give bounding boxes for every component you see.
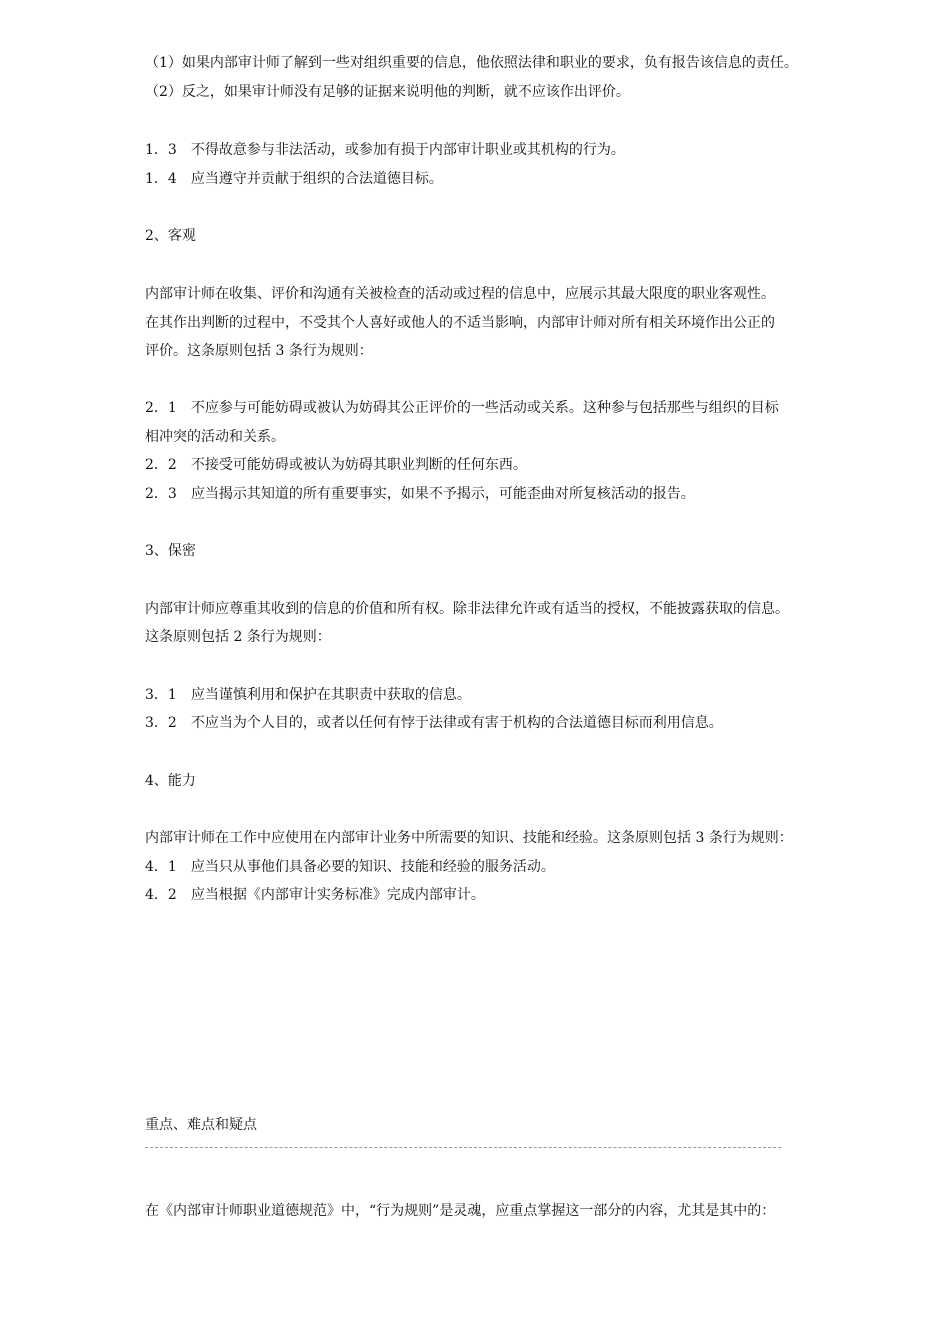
section-heading: 4、能力 xyxy=(145,773,196,789)
text-line: 3．1 应当谨慎利用和保护在其职责中获取的信息。 xyxy=(145,687,471,703)
text-line: 内部审计师在工作中应使用在内部审计业务中所需要的知识、技能和经验。这条原则包括 3 条行为规则： xyxy=(145,830,793,846)
text-line: 3．2 不应当为个人目的，或者以任何有悖于法律或有害于机构的合法道德目标而利用信息。 xyxy=(145,715,723,731)
text-line: （1）如果内部审计师了解到一些对组织重要的信息，他依照法律和职业的要求，负有报告该信息的责任。 xyxy=(145,55,798,71)
section-heading: 2、客观 xyxy=(145,228,196,244)
text-line: 相冲突的活动和关系。 xyxy=(145,429,285,445)
text-line: 4．1 应当只从事他们具备必要的知识、技能和经验的服务活动。 xyxy=(145,859,555,875)
text-line: 2．2 不接受可能妨碍或被认为妨碍其职业判断的任何东西。 xyxy=(145,457,527,473)
text-line: 内部审计师应尊重其收到的信息的价值和所有权。除非法律允许或有适当的授权，不能披露获取的信息。 xyxy=(145,601,789,617)
text-line: 在《内部审计师职业道德规范》中，“行为规则”是灵魂，应重点掌握这一部分的内容，尤其是其中的： xyxy=(145,1203,776,1219)
text-line: （2）反之，如果审计师没有足够的证据来说明他的判断，就不应该作出评价。 xyxy=(145,84,630,100)
text-line: 4．2 应当根据《内部审计实务标准》完成内部审计。 xyxy=(145,887,485,903)
text-line: 评价。这条原则包括 3 条行为规则： xyxy=(145,343,373,359)
text-line: 2．3 应当揭示其知道的所有重要事实，如果不予揭示，可能歪曲对所复核活动的报告。 xyxy=(145,486,695,502)
section-heading: 3、保密 xyxy=(145,543,196,559)
text-line: 2．1 不应参与可能妨碍或被认为妨碍其公正评价的一些活动或关系。这种参与包括那些与组织的目标 xyxy=(145,400,779,416)
text-line: 1．4 应当遵守并贡献于组织的合法道德目标。 xyxy=(145,171,443,187)
text-line: 在其作出判断的过程中，不受其个人喜好或他人的不适当影响，内部审计师对所有相关环境作出公正的 xyxy=(145,315,775,331)
text-line: 这条原则包括 2 条行为规则： xyxy=(145,629,331,645)
dashed-divider xyxy=(145,1147,781,1148)
text-line: 1．3 不得故意参与非法活动，或参加有损于内部审计职业或其机构的行为。 xyxy=(145,142,625,158)
section-heading: 重点、难点和疑点 xyxy=(145,1117,257,1133)
text-line: 内部审计师在收集、评价和沟通有关被检查的活动或过程的信息中，应展示其最大限度的职业客观性。 xyxy=(145,286,775,302)
